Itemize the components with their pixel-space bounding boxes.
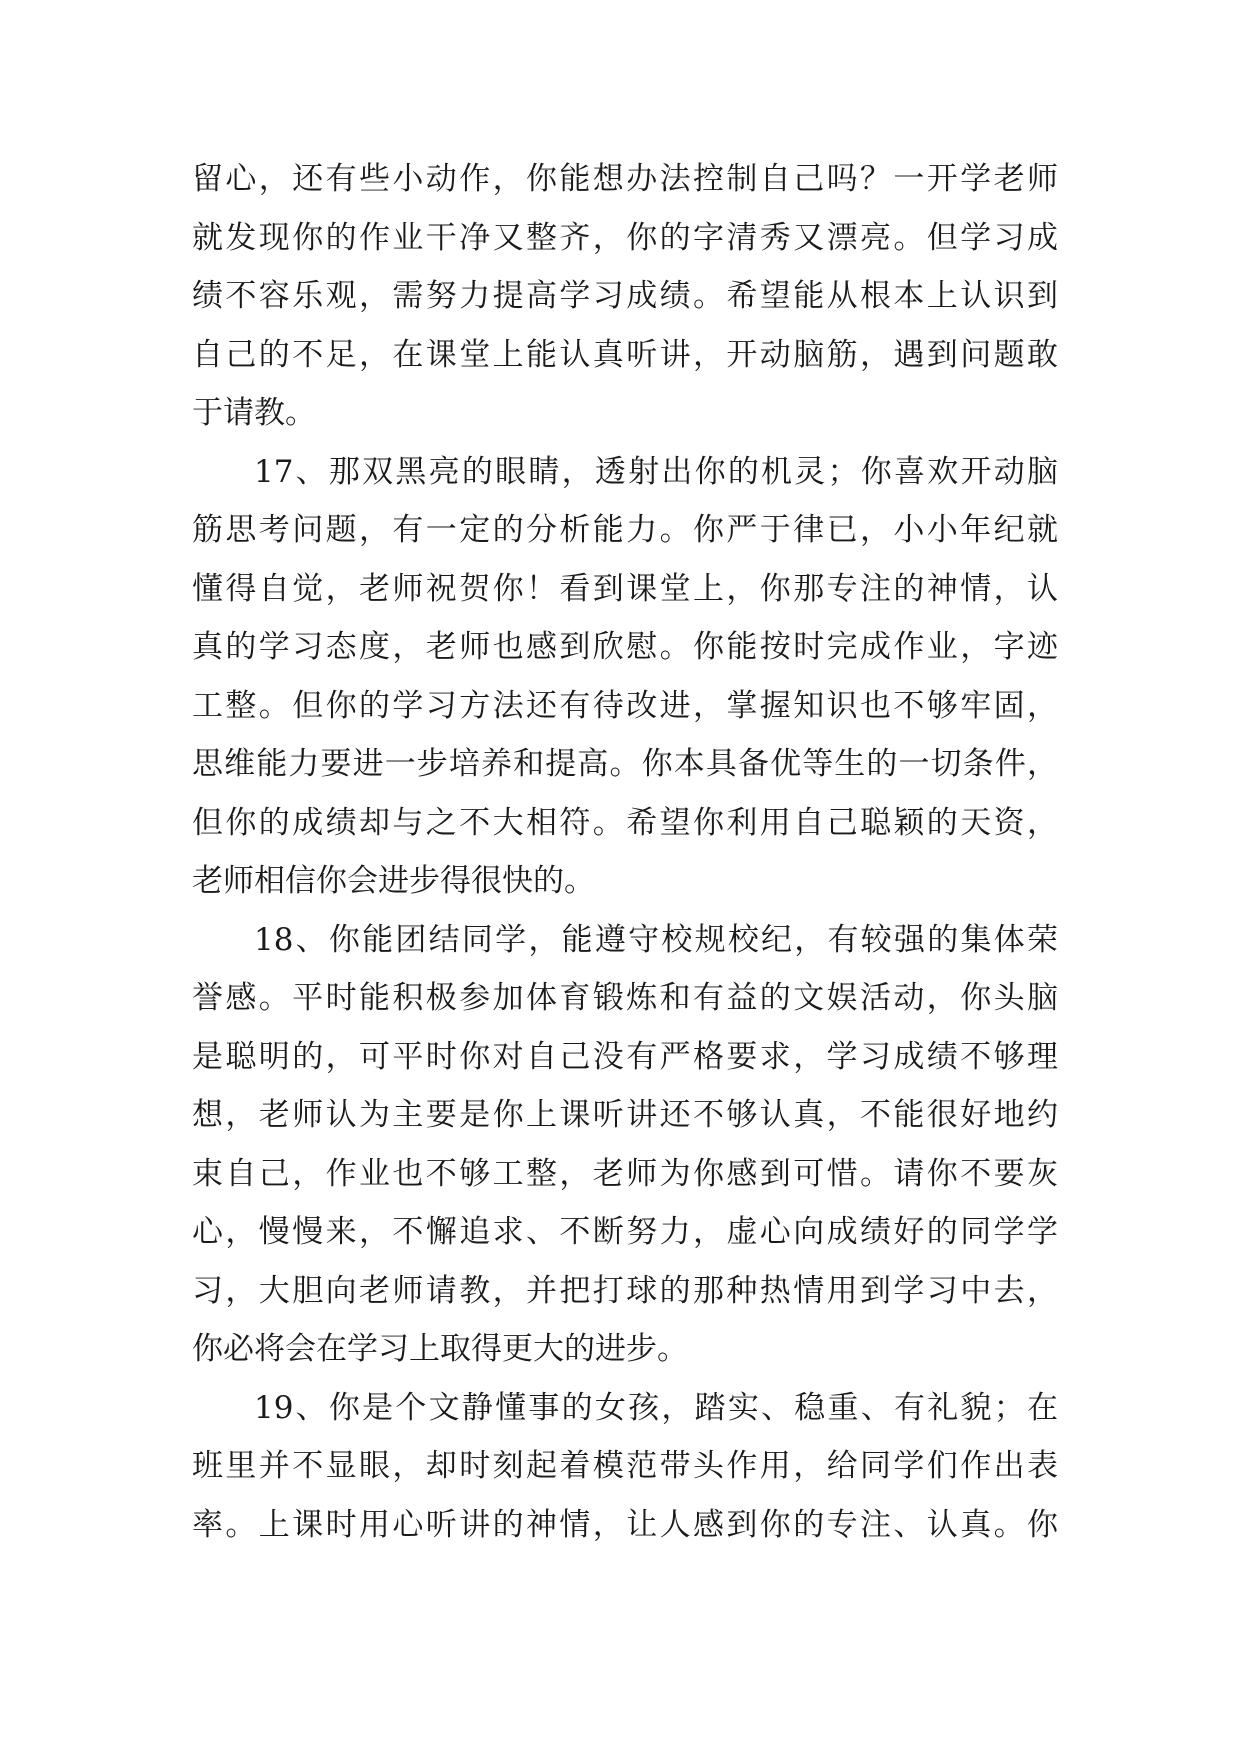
- text-line: 束自己，作业也不够工整，老师为你感到可惜。请你不要灰: [192, 1155, 1058, 1192]
- text-line: 班里并不显眼，却时刻起着模范带头作用，给同学们作出表: [192, 1448, 1058, 1484]
- paragraph: [192, 911, 1058, 1379]
- text-line: 筋思考问题，有一定的分析能力。你严于律已，小小年纪就: [192, 512, 1058, 548]
- text-line: 留心，还有些小动作，你能想办法控制自己吗？一开学老师: [192, 161, 1058, 197]
- text-line: 老师相信你会进步得很快的。: [192, 863, 595, 899]
- text-line: 是聪明的，可平时你对自己没有严格要求，学习成绩不够理: [192, 1038, 1058, 1075]
- document-body: [192, 150, 1058, 1554]
- text-line: 18、你能团结同学，能遵守校规校纪，有较强的集体荣: [254, 921, 1058, 958]
- text-line: 就发现你的作业干净又整齐，你的字清秀又漂亮。但学习成: [192, 219, 1058, 256]
- text-line: 绩不容乐观，需努力提高学习成绩。希望能从根本上认识到: [192, 278, 1058, 314]
- paragraph: [192, 1379, 1058, 1555]
- text-line: 于请教。: [192, 395, 316, 431]
- text-line: 思维能力要进一步培养和提高。你本具备优等生的一切条件，: [192, 746, 1058, 782]
- text-line: 但你的成绩却与之不大相符。希望你利用自己聪颖的天资，: [192, 804, 1058, 841]
- text-line: 习，大胆向老师请教，并把打球的那种热情用到学习中去，: [192, 1272, 1058, 1309]
- text-line: 工整。但你的学习方法还有待改进，掌握知识也不够牢固，: [192, 687, 1058, 724]
- text-line: 19、你是个文静懂事的女孩，踏实、稳重、有礼貌；在: [254, 1389, 1058, 1426]
- text-line: 你必将会在学习上取得更大的进步。: [192, 1331, 688, 1367]
- text-line: 真的学习态度，老师也感到欣慰。你能按时完成作业，字迹: [192, 629, 1058, 665]
- text-line: 誉感。平时能积极参加体育锻炼和有益的文娱活动，你头脑: [192, 980, 1058, 1016]
- text-line: 想，老师认为主要是你上课听讲还不够认真，不能很好地约: [192, 1097, 1058, 1133]
- text-line: 心，慢慢来，不懈追求、不断努力，虚心向成绩好的同学学: [192, 1214, 1058, 1250]
- text-line: 自己的不足，在课堂上能认真听讲，开动脑筋，遇到问题敢: [192, 336, 1058, 373]
- text-line: 懂得自觉，老师祝贺你！看到课堂上，你那专注的神情，认: [192, 570, 1058, 607]
- text-line: 17、那双黑亮的眼睛，透射出你的机灵；你喜欢开动脑: [254, 453, 1058, 490]
- paragraph: [192, 150, 1058, 443]
- text-line: 率。上课时用心听讲的神情，让人感到你的专注、认真。你: [192, 1506, 1058, 1543]
- paragraph: [192, 443, 1058, 911]
